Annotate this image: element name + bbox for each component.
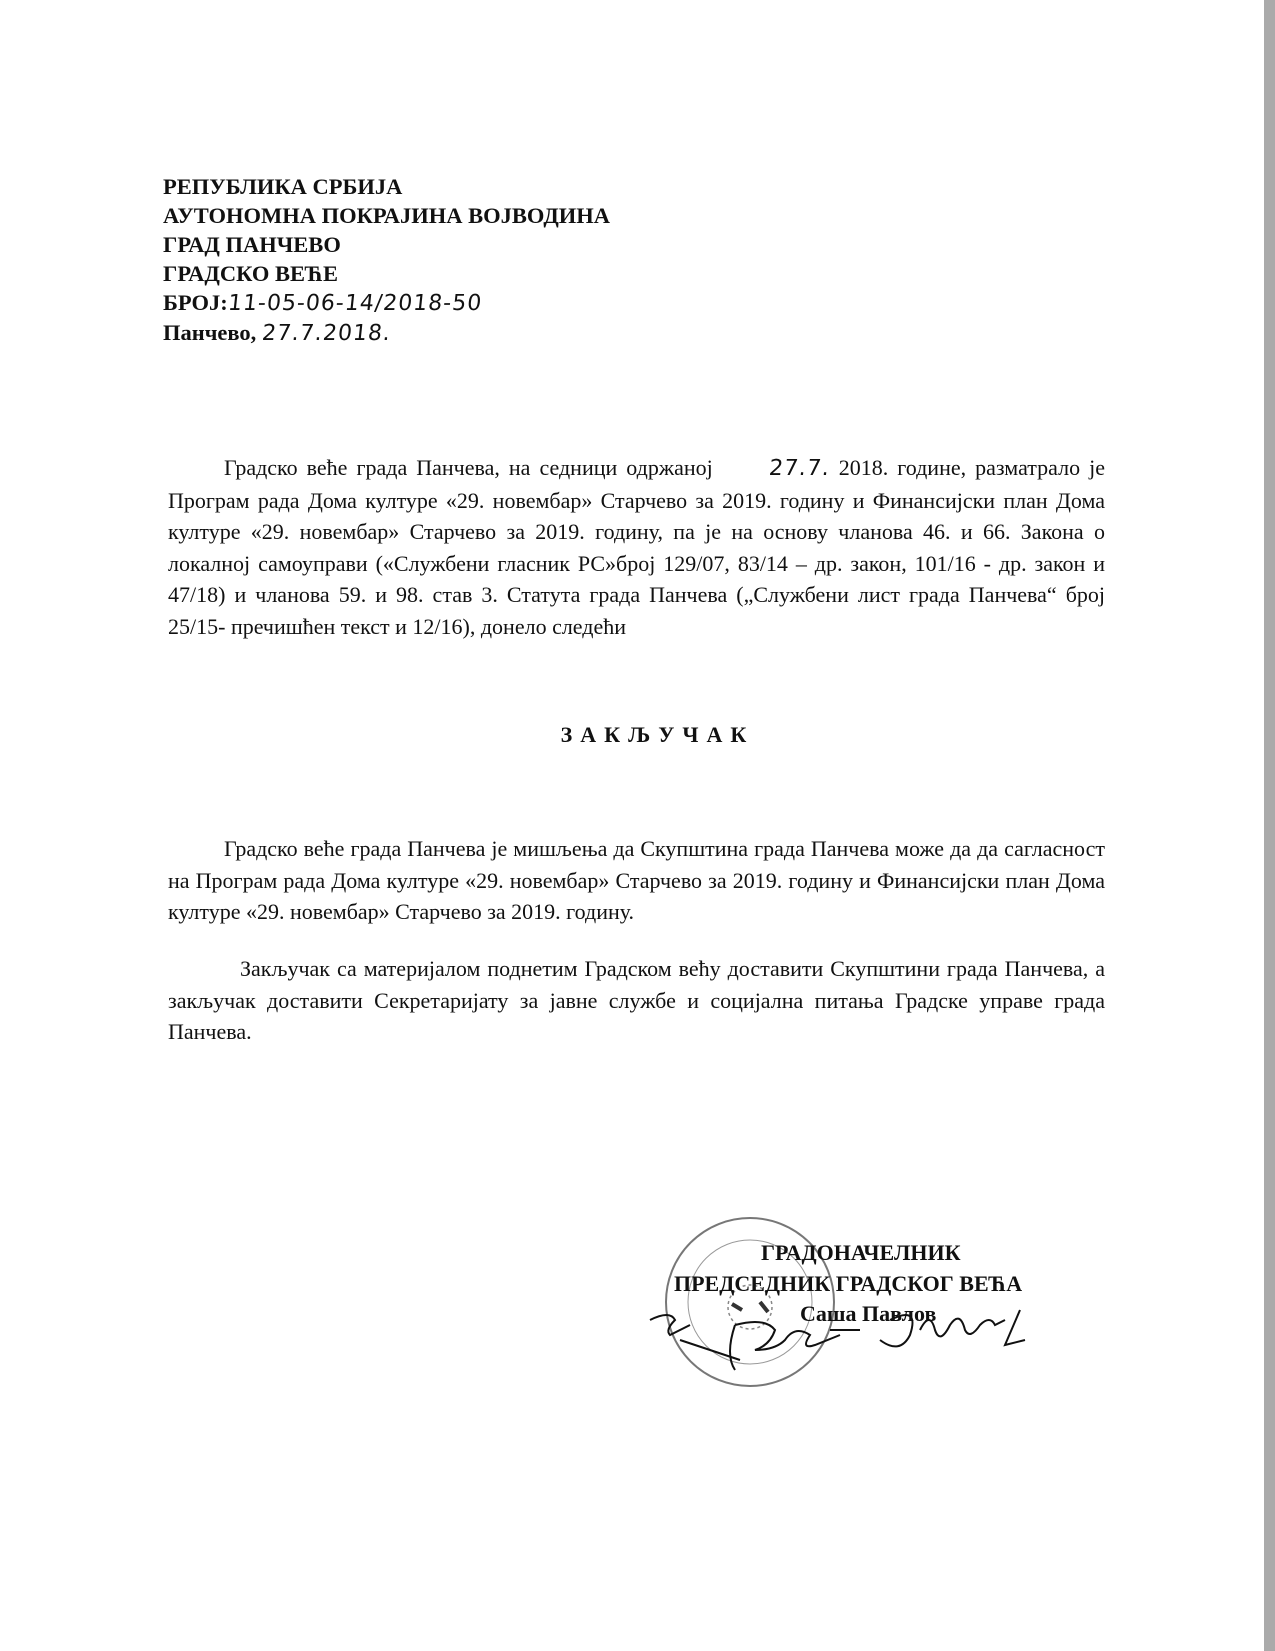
document-date	[163, 318, 610, 348]
document-title: ЗАКЉУЧАК	[560, 722, 755, 747]
header-line: ГРАД ПАНЧЕВО	[163, 232, 341, 257]
scan-edge	[1264, 0, 1275, 1651]
delivery-paragraph: Закључак са материјалом поднетим Градском већу доставити Скупштини града Панчева, а закључак доставити Секретаријату за јавне службе и социјална питања Градске управе града Панчева.	[168, 956, 1105, 1044]
preamble-paragraph	[168, 452, 1105, 642]
conclusion-paragraph: Градско веће града Панчева је мишљења да Скупштина града Панчева може да да сагласност на Програм рада Дома културе «29. новембар» Старчево за 2019. годину и Финансијски план Дома културе «29. новембар» Старчево за 2019. годину.	[168, 836, 1105, 924]
header-line: ГРАДСКО ВЕЋЕ	[163, 261, 339, 286]
header-line: АУТОНОМНА ПОКРАЈИНА ВОЈВОДИНА	[163, 203, 611, 228]
handwritten-signature	[640, 1300, 1080, 1380]
document-header	[163, 172, 610, 348]
number-label: БРОЈ:	[163, 290, 228, 315]
preamble-text: Градско веће града Панчева, на седници одржаној	[224, 455, 713, 480]
signatory-name: Саша Павлов	[800, 1301, 937, 1326]
preamble-text-rest: 2018. године, разматрало је Програм рада Дома културе «29. новембар» Старчево за 2019. годину и Финансијски план Дома културе «29. новембар» Старчево за 2019. годину, па је на основу чланова 46. и 66. Закона о локалној самоуправи («Службени гласник РС»број 129/07, 83/14 – др. закон, 101/16 - др. закон и 47/18) и чланова 59. и 98. став 3. Статута града Панчева („Службени лист града Панчева“ број 25/15- пречишћен текст и 12/16), донело следећи	[168, 455, 1105, 639]
signatory-role: ПРЕДСЕДНИК ГРАДСКОГ ВЕЋА	[674, 1271, 1023, 1296]
place-label: Панчево,	[163, 320, 257, 345]
signatory-title: ГРАДОНАЧЕЛНИК	[761, 1240, 961, 1265]
document-number	[163, 288, 610, 318]
date-value: 27.7.2018.	[260, 321, 393, 346]
session-date: 27.7.	[767, 456, 832, 481]
number-value: 11-05-06-14/2018-50	[226, 291, 484, 316]
header-line: РЕПУБЛИКА СРБИЈА	[163, 174, 403, 199]
